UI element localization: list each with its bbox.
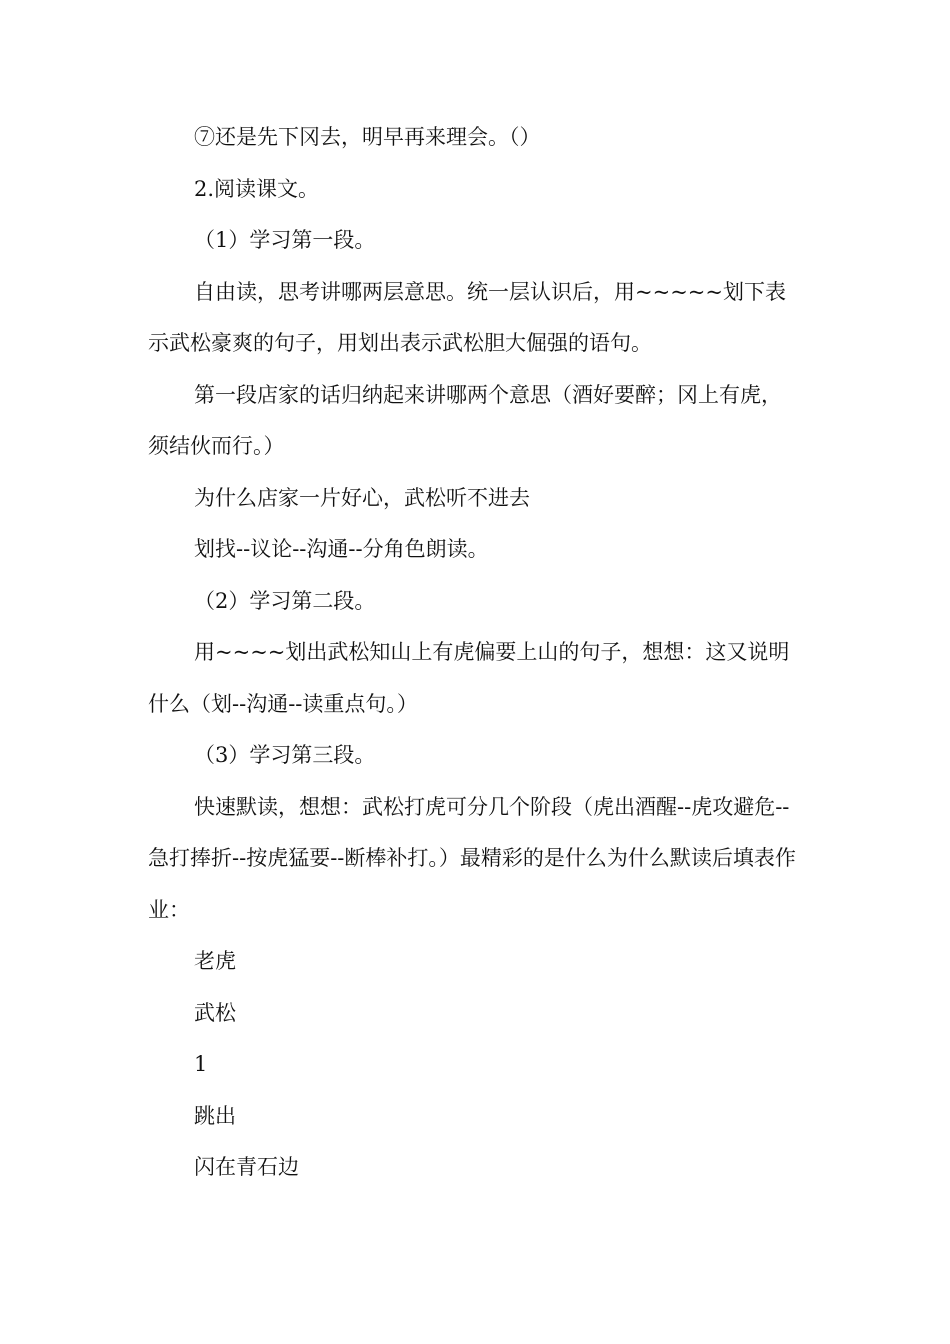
table-cell-number-1: 1	[194, 1052, 208, 1076]
paragraph-section-3-heading: （3）学习第三段。	[194, 743, 376, 767]
table-cell-wusong: 武松	[194, 1000, 236, 1025]
paragraph-answer-7: ⑦还是先下冈去，明早再来理会。（）	[194, 125, 541, 149]
paragraph-section-3-task: 快速默读，想想：武松打虎可分几个阶段（虎出酒醒--虎攻避危--急打捧折--按虎猛要--断棒补打。）最精彩的是什么为什么默读后填表作业：	[148, 794, 796, 922]
paragraph-section-2-task: 用~~~~划出武松知山上有虎偏要上山的句子，想想：这又说明什么（划--沟通--读重点句。）	[148, 640, 790, 716]
paragraph-section-1-heading: （1）学习第一段。	[194, 228, 376, 252]
document-body	[148, 112, 802, 1194]
paragraph-shopkeeper-words: 第一段店家的话归纳起来讲哪两个意思（酒好要醉；冈上有虎，须结伙而行。）	[148, 382, 782, 458]
paragraph-activity-steps: 划找--议论--沟通--分角色朗读。	[194, 537, 489, 561]
paragraph-free-reading: 自由读，思考讲哪两层意思。统一层认识后，用~~~~~划下表示武松豪爽的句子，用划出表示武松胆大倔强的语句。	[148, 279, 786, 355]
table-cell-jump-out: 跳出	[194, 1103, 236, 1128]
paragraph-read-text-heading: 2.阅读课文。	[194, 176, 320, 201]
paragraph-section-2-heading: （2）学习第二段。	[194, 588, 376, 613]
table-cell-tiger: 老虎	[194, 949, 236, 973]
paragraph-question-why: 为什么店家一片好心，武松听不进去	[194, 485, 530, 510]
table-cell-dodge-stone: 闪在青石边	[194, 1155, 299, 1179]
